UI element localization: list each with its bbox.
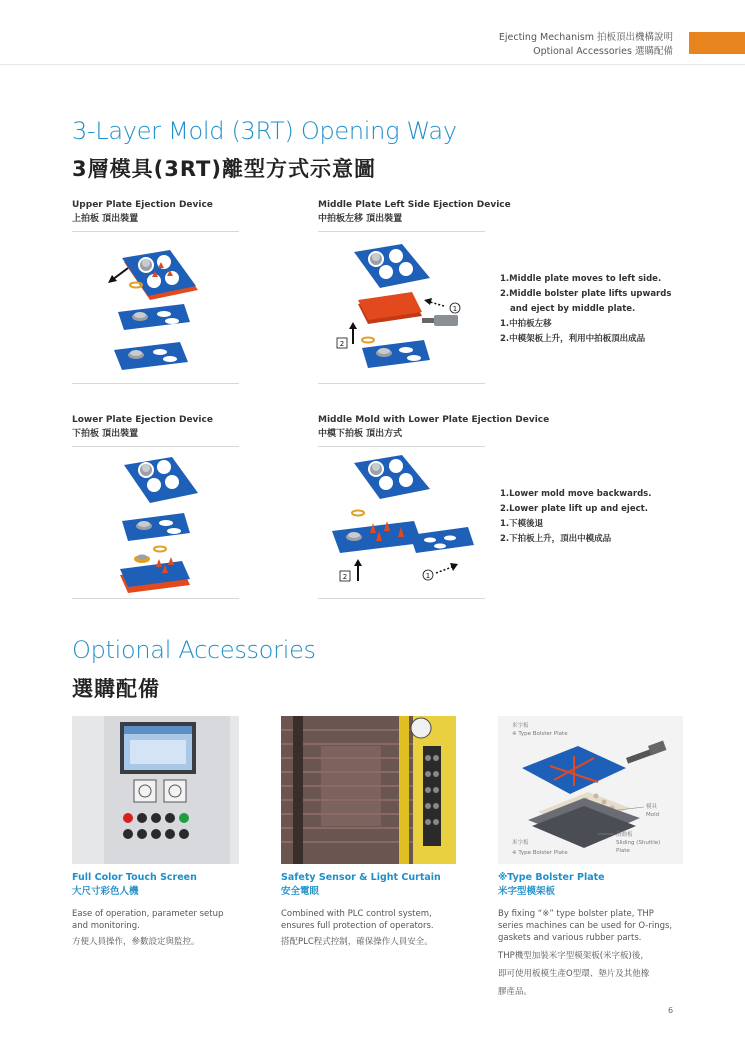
steps-middle-mold: [500, 487, 651, 547]
device-caption-cn: 中模下拍板 頂出方式: [318, 429, 403, 439]
accessory-desc-cn-bolster-plate: [498, 947, 649, 1001]
accessory-title-en: ※Type Bolster Plate: [498, 872, 605, 883]
bolster-plate-photo: [498, 716, 683, 864]
accessory-title-bolster-plate: [498, 871, 605, 899]
middle-plate: [118, 304, 190, 330]
device-caption-cn: 下拍板 頂出裝置: [72, 429, 139, 439]
device-caption-lower: [72, 413, 213, 441]
upper-plate-diagram: [72, 231, 239, 384]
accessory-desc-touch-screen: [72, 908, 223, 932]
lower-plate: [362, 340, 430, 368]
step-text: and eject by middle plate.: [510, 304, 636, 314]
lower-plate-diagram: [72, 446, 239, 599]
accessory-desc-light-curtain: [281, 908, 434, 932]
light-curtain-photo: [281, 716, 456, 864]
desc-line: gaskets and various rubber parts.: [498, 933, 642, 943]
desc-line: 膠產品。: [498, 987, 533, 997]
image-label: 米字板: [512, 840, 529, 846]
running-header: [499, 31, 673, 59]
step-marker: 1: [452, 305, 458, 313]
desc-line: series machines can be used for O-rings,: [498, 921, 673, 931]
step-text: 2.中模架板上升，利用中拍板頂出成品: [500, 334, 646, 344]
device-caption-middle-left: [318, 198, 511, 226]
accessory-title-en: Full Color Touch Screen: [72, 872, 197, 883]
touch-screen-photo: [72, 716, 239, 864]
step-marker: 1: [425, 572, 431, 580]
image-label: ※ Type Bolster Plate: [512, 731, 568, 737]
step-marker: 2: [339, 340, 345, 348]
accessory-title-cn: 米字型模架板: [498, 886, 556, 897]
middle-plate: [122, 513, 190, 541]
middle-mold-lower-plate-diagram: [318, 446, 485, 599]
lower-plate-shifted: [410, 527, 474, 553]
accessory-title-cn: 安全電眼: [281, 886, 320, 897]
device-caption-en: Lower Plate Ejection Device: [72, 415, 213, 425]
light-curtain-bar: [399, 716, 409, 864]
accessory-title-cn: 大尺寸彩色人機: [72, 886, 139, 897]
step-text: 2.Middle bolster plate lifts upwards: [500, 289, 672, 299]
image-label: ※ Type Bolster Plate: [512, 850, 568, 856]
desc-line: 方便人員操作，參數設定與監控。: [72, 937, 200, 947]
step-text: 1.下模後退: [500, 519, 544, 529]
running-header-line2: Optional Accessories 選購配備: [533, 46, 673, 57]
header-accent-bar: [689, 32, 745, 54]
image-label: 米字板: [512, 723, 529, 729]
image-label: 滑動板: [616, 832, 633, 838]
desc-line: THP機型加裝米字型模架板(米字板)後，: [498, 951, 649, 961]
device-caption-middle-mold: [318, 413, 549, 441]
accessory-desc-cn-touch-screen: [72, 935, 200, 950]
desc-line: By fixing “※” type bolster plate, THP: [498, 909, 654, 919]
header-rule: [0, 64, 745, 65]
desc-line: and monitoring.: [72, 921, 140, 931]
device-caption-en: Upper Plate Ejection Device: [72, 200, 213, 210]
desc-line: 搭配PLC程式控制，確保操作人員安全。: [281, 937, 433, 947]
desc-line: Combined with PLC control system,: [281, 909, 432, 919]
step-text: 2.下拍板上升，頂出中模成品: [500, 534, 612, 544]
accessory-title-touch-screen: [72, 871, 197, 899]
step-text: 1.Middle plate moves to left side.: [500, 274, 662, 284]
device-caption-cn: 上拍板 頂出裝置: [72, 214, 139, 224]
step-text: 1.中拍板左移: [500, 319, 552, 329]
accessory-title-light-curtain: [281, 871, 441, 899]
device-caption-cn: 中拍板左移 頂出裝置: [318, 214, 403, 224]
running-header-line1: Ejecting Mechanism 拍板頂出機構說明: [498, 32, 673, 43]
image-label: Sliding (Shuttle): [616, 840, 661, 846]
section-title-cn: 3層模具(3RT)離型方式示意圖: [72, 157, 376, 181]
image-label: 模具: [646, 804, 658, 810]
device-caption-en: Middle Plate Left Side Ejection Device: [318, 200, 511, 210]
image-label: Mold: [646, 812, 660, 818]
lower-plate: [114, 342, 188, 370]
section-title-en: 3-Layer Mold (3RT) Opening Way: [72, 117, 457, 145]
desc-line: 即可使用板模生產O型環、墊片及其他橡: [498, 969, 650, 979]
step-marker: 2: [342, 573, 348, 581]
accessory-title-en: Safety Sensor & Light Curtain: [281, 872, 441, 883]
middle-plate: [332, 521, 422, 553]
desc-line: ensures full protection of operators.: [281, 921, 434, 931]
accessories-title-cn: 選購配備: [72, 677, 160, 701]
middle-plate-left-diagram: [318, 231, 485, 384]
page-number: 6: [668, 1006, 674, 1015]
device-caption-upper: [72, 198, 213, 226]
image-label: Plate: [616, 848, 630, 854]
steps-middle-left: [500, 272, 671, 347]
step-text: 2.Lower plate lift up and eject.: [500, 504, 648, 514]
device-caption-en: Middle Mold with Lower Plate Ejection Device: [318, 415, 550, 425]
accessories-title-en: Optional Accessories: [72, 636, 316, 664]
accessory-desc-bolster-plate: [498, 908, 672, 944]
desc-line: Ease of operation, parameter setup: [72, 909, 224, 919]
accessory-desc-cn-light-curtain: [281, 935, 433, 950]
step-text: 1.Lower mold move backwards.: [500, 489, 652, 499]
